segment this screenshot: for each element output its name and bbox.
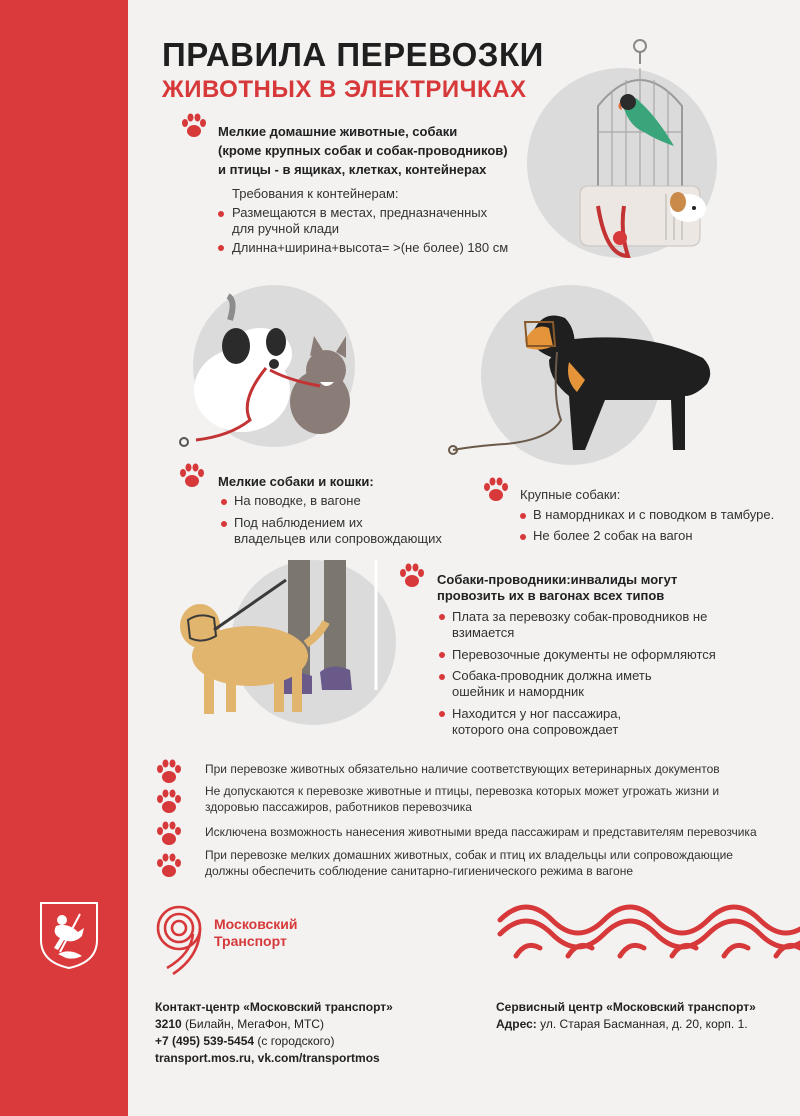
bullet-dot [439, 652, 445, 658]
container-requirements-title: Требования к контейнерам: [232, 186, 399, 201]
bullet-dot [520, 513, 526, 519]
city-phone-note: (с городского) [254, 1034, 335, 1048]
address-label: Адрес: [496, 1017, 537, 1031]
general-rule-2-line-2: здоровью пассажиров, работников перевозчика [205, 800, 472, 814]
general-rule-2-line-1: Не допускаются к перевозке животные и птицы, перевозка которых может угрожать жизни и [205, 784, 720, 798]
bullet-dot [218, 245, 224, 251]
wave-ornament [496, 900, 800, 960]
guide-dogs-rule-4-line-1: Находится у ног пассажира, [452, 706, 622, 721]
container-rule-2: Длинна+ширина+высота= >(не более) 180 см [232, 240, 509, 255]
bullet-dot [221, 521, 227, 527]
service-center-address [496, 1016, 748, 1032]
metro-9-logo-icon [155, 904, 207, 976]
paw-icon [155, 820, 183, 848]
bullet-dot [439, 674, 445, 680]
large-dogs-rule-2: Не более 2 собак на вагон [533, 528, 693, 543]
container-rule-1-line-1: Размещаются в местах, предназначенных [232, 205, 488, 220]
bird-cage-and-carrier-illustration [570, 36, 730, 266]
small-pets-heading-2: (кроме крупных собак и собак-проводников) [218, 143, 508, 158]
coat-of-arms-icon [38, 900, 100, 970]
small-pets-heading-1: Мелкие домашние животные, собаки [218, 124, 458, 139]
container-rule-1-line-2: для ручной клади [232, 221, 339, 236]
paw-icon [398, 562, 426, 590]
guide-dogs-rule-3-line-2: ошейник и намордник [452, 684, 584, 699]
small-pets-heading-3: и птицы - в ящиках, клетках, контейнерах [218, 162, 487, 177]
general-rule-4-line-1: При перевозке мелких домашних животных, собак и птиц их владельцы или сопровождающие [205, 848, 733, 862]
title-line-1: ПРАВИЛА ПЕРЕВОЗКИ [162, 36, 544, 73]
contact-phone-1 [155, 1016, 324, 1032]
title-line-2: ЖИВОТНЫХ В ЭЛЕКТРИЧКАХ [162, 76, 527, 103]
service-center-title: Сервисный центр «Московский транспорт» [496, 1000, 756, 1014]
paw-icon [482, 476, 510, 504]
small-dogs-rule-2-line-1: Под наблюдением их [234, 515, 363, 530]
logo-text-line-2: Транспорт [214, 933, 287, 949]
short-phone-note: (Билайн, МегаФон, МТС) [181, 1017, 324, 1031]
bullet-dot [520, 534, 526, 540]
general-rule-3: Исключена возможность нанесения животными вреда пассажирам и представителям перевозчика [205, 825, 757, 839]
contact-center-title: Контакт-центр «Московский транспорт» [155, 1000, 393, 1014]
guide-dog-illustration [170, 560, 400, 730]
large-dogs-rule-1: В намордниках и с поводком в тамбуре. [533, 507, 775, 522]
bullet-dot [218, 211, 224, 217]
guide-dogs-rule-4-line-2: которого она сопровождает [452, 722, 619, 737]
bullet-dot [439, 614, 445, 620]
rottweiler-illustration [445, 300, 725, 460]
contact-phone-2 [155, 1033, 334, 1049]
city-phone-number[interactable]: +7 (495) 539-5454 [155, 1034, 255, 1048]
general-rule-1: При перевозке животных обязательно наличие соответствующих ветеринарных документов [205, 762, 720, 776]
logo-text-line-1: Московский [214, 916, 298, 932]
guide-dogs-heading-1: Собаки-проводники:инвалиды могут [437, 572, 678, 587]
small-dog-and-cat-illustration [170, 290, 370, 460]
paw-icon [180, 112, 208, 140]
large-dogs-heading: Крупные собаки: [520, 487, 621, 502]
address-value: ул. Старая Басманная, д. 20, корп. 1. [536, 1017, 748, 1031]
small-dogs-rule-1: На поводке, в вагоне [234, 493, 361, 508]
guide-dogs-rule-1-line-2: взимается [452, 625, 515, 640]
paw-icon [155, 788, 183, 816]
guide-dogs-rule-1-line-1: Плата за перевозку собак-проводников не [452, 609, 708, 624]
guide-dogs-heading-2: провозить их в вагонах всех типов [437, 588, 665, 603]
short-phone-number[interactable]: 3210 [155, 1017, 182, 1031]
bullet-dot [439, 711, 445, 717]
bullet-dot [221, 499, 227, 505]
guide-dogs-rule-3-line-1: Собака-проводник должна иметь [452, 668, 652, 683]
small-dogs-rule-2-line-2: владельцев или сопровождающих [234, 531, 442, 546]
general-rule-4-line-2: должны обеспечить соблюдение санитарно-гигиенического режима в вагоне [205, 864, 634, 878]
small-dogs-cats-heading: Мелкие собаки и кошки: [218, 474, 374, 489]
paw-icon [155, 852, 183, 880]
guide-dogs-rule-2: Перевозочные документы не оформляются [452, 647, 716, 662]
paw-icon [178, 462, 206, 490]
paw-icon [155, 758, 183, 786]
contact-links[interactable]: transport.mos.ru, vk.com/transportmos [155, 1051, 380, 1065]
